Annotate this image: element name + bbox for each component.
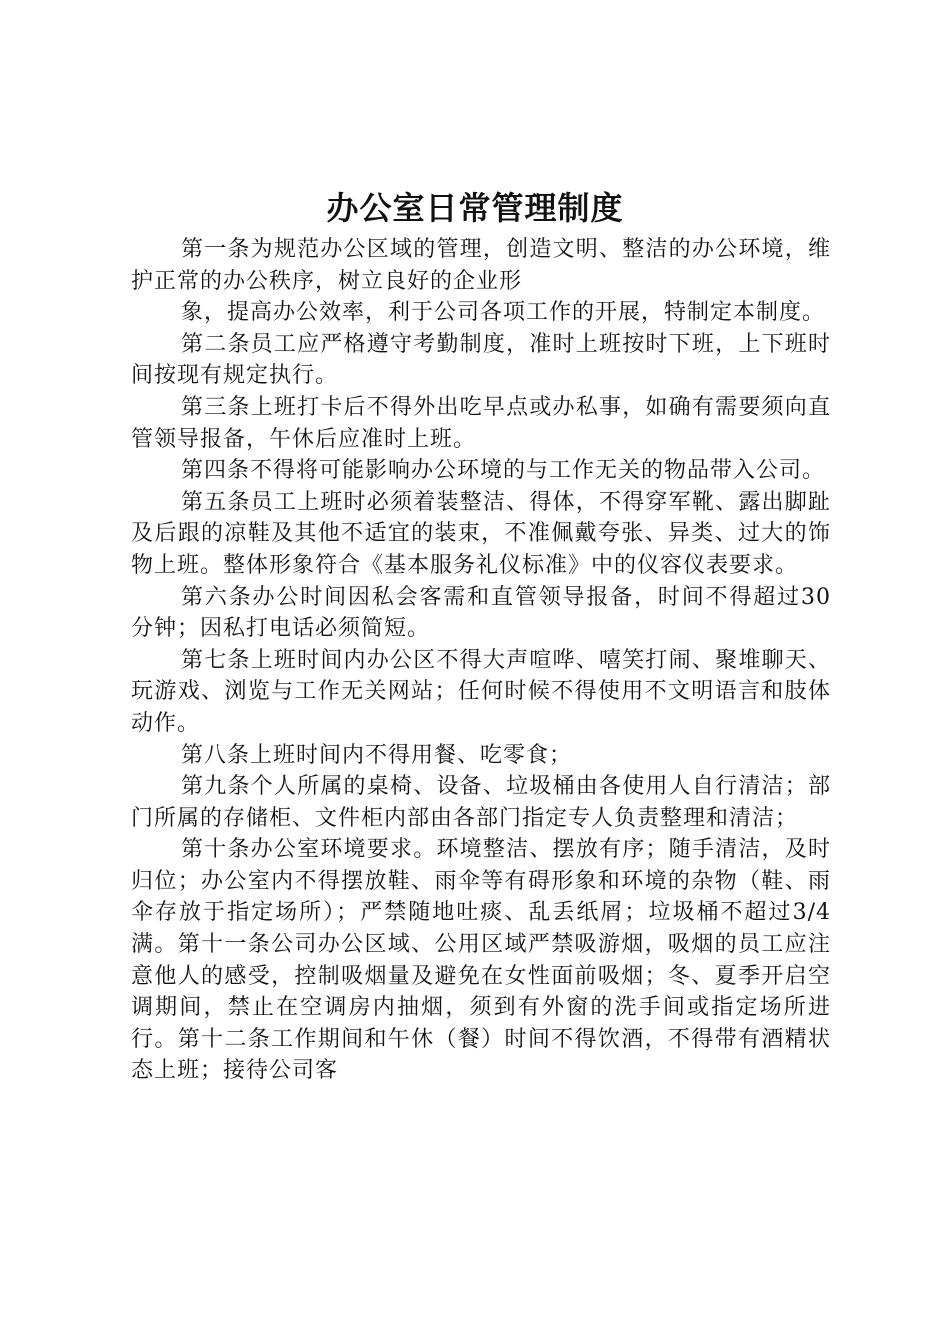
document-paragraph: 第九条个人所属的桌椅、设备、垃圾桶由各使用人自行清洁；部门所属的存储柜、文件柜内部由各部门指定专人负责整理和清洁； (131, 774, 831, 831)
document-paragraph: 第十条办公室环境要求。环境整洁、摆放有序；随手清洁，及时归位；办公室内不得摆放鞋、雨伞等有碍形象和环境的杂物（鞋、雨伞存放于指定场所）；严禁随地吐痰、乱丢纸屑；垃圾桶不超过3/4满。第十一条公司办公区域、公用区域严禁吸游烟，吸烟的员工应注意他人的感受，控制吸烟量及避免在女性面前吸烟；冬、夏季开启空调期间，禁止在空调房内抽烟，须到有外窗的洗手间或指定场所进行。第十二条工作期间和午休（餐）时间不得饮酒，不得带有酒精状态上班；接待公司客 (131, 837, 831, 1084)
document-body (131, 234, 831, 1087)
document-paragraph: 第七条上班时间内办公区不得大声喧哗、嘻笑打闹、聚堆聊天、玩游戏、浏览与工作无关网站；任何时候不得使用不文明语言和肢体动作。 (131, 647, 831, 736)
document-paragraph: 第一条为规范办公区域的管理，创造文明、整洁的办公环境，维护正常的办公秩序，树立良好的企业形 (131, 237, 831, 294)
document-paragraph: 第四条不得将可能影响办公环境的与工作无关的物品带入公司。 (181, 458, 826, 484)
document-paragraph: 象，提高办公效率，利于公司各项工作的开展，特制定本制度。 (181, 300, 826, 326)
document-paragraph: 第三条上班打卡后不得外出吃早点或办私事，如确有需要须向直管领导报备，午休后应准时上班。 (131, 394, 831, 452)
document-title: 办公室日常管理制度 (326, 189, 624, 227)
document-paragraph: 第八条上班时间内不得用餐、吃零食； (181, 742, 573, 768)
document-paragraph: 第六条办公时间因私会客需和直管领导报备，时间不得超过30分钟；因私打电话必须简短。 (131, 584, 831, 642)
document-paragraph: 第五条员工上班时必须着装整洁、得体，不得穿军靴、露出脚趾及后跟的凉鞋及其他不适宜的装束，不准佩戴夸张、异类、过大的饰物上班。整体形象符合《基本服务礼仪标准》中的仪容仪表要求。 (131, 489, 831, 578)
document-paragraph: 第二条员工应严格遵守考勤制度，准时上班按时下班，上下班时间按现有规定执行。 (131, 331, 831, 389)
